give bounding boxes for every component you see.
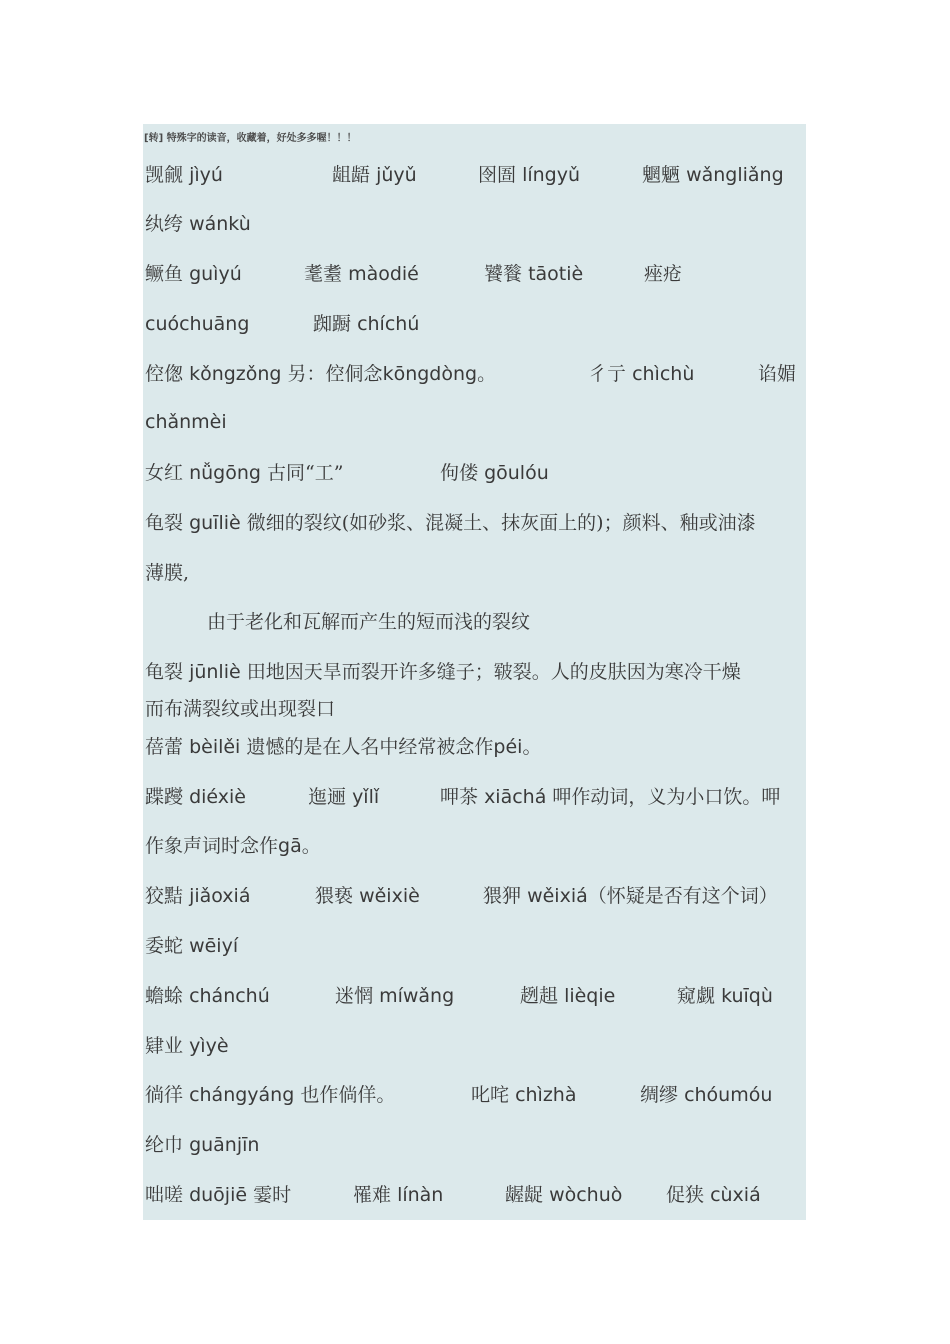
term-word: 龃龉 bbox=[332, 164, 371, 186]
term bbox=[145, 212, 251, 236]
term bbox=[145, 511, 756, 535]
term-pinyin: chánchú bbox=[189, 985, 270, 1007]
term-word: 促狭 bbox=[666, 1184, 705, 1206]
term-pinyin: jǔyǔ bbox=[376, 164, 417, 186]
term-word: 彳亍 bbox=[588, 363, 627, 385]
term-pinyin: míwǎng bbox=[379, 985, 455, 1007]
term bbox=[332, 163, 417, 187]
term-word: 叱咤 bbox=[471, 1084, 510, 1106]
term-pinyin: jìyú bbox=[189, 164, 223, 186]
term bbox=[145, 1183, 291, 1207]
term-word: 罹难 bbox=[353, 1184, 392, 1206]
term bbox=[145, 1083, 395, 1107]
term-pinyin: chǎnmèi bbox=[145, 411, 227, 433]
term bbox=[353, 1183, 443, 1207]
term-pinyin: yǐlǐ bbox=[352, 786, 380, 808]
term bbox=[520, 984, 615, 1008]
term-pinyin: kuīqù bbox=[721, 985, 773, 1007]
term bbox=[145, 1133, 259, 1157]
term bbox=[666, 1183, 761, 1207]
term-word: 蹀躞 bbox=[145, 786, 184, 808]
term-pinyin: guīliè bbox=[189, 512, 241, 534]
term-word: 谄媚 bbox=[758, 363, 797, 385]
term-pinyin: gōulóu bbox=[484, 462, 549, 484]
term-pinyin: tāotiè bbox=[528, 263, 584, 285]
term bbox=[335, 984, 454, 1008]
term-pinyin: kōngdòng bbox=[382, 363, 478, 385]
term-note: 另：倥侗念 bbox=[287, 363, 383, 385]
term-word: 耄耋 bbox=[304, 263, 343, 285]
term-pinyin: duōjiē bbox=[189, 1184, 248, 1206]
term-note: 也作倘佯。 bbox=[300, 1084, 396, 1106]
term-pinyin: bèilěi bbox=[189, 736, 241, 758]
term-word: 徜徉 bbox=[145, 1084, 184, 1106]
term bbox=[440, 785, 780, 809]
term-pinyin: línàn bbox=[397, 1184, 444, 1206]
term-word: 女红 bbox=[145, 462, 184, 484]
term bbox=[505, 1183, 622, 1207]
term-word: 蟾蜍 bbox=[145, 985, 184, 1007]
term bbox=[145, 163, 223, 187]
term-word: 狡黠 bbox=[145, 885, 184, 907]
term-word: 倥偬 bbox=[145, 363, 184, 385]
term-pinyin: guānjīn bbox=[189, 1134, 260, 1156]
term-note: 薄膜, bbox=[145, 562, 190, 584]
term-word: 龟裂 bbox=[145, 512, 184, 534]
term-pinyin: cuóchuāng bbox=[145, 313, 250, 335]
term-note: 而布满裂纹或出现裂口 bbox=[145, 698, 336, 720]
term-pinyin: péi bbox=[493, 736, 523, 758]
term-pinyin: wěixiè bbox=[359, 885, 420, 907]
term-note: 作象声词时念作gā。 bbox=[145, 835, 321, 857]
term-pinyin: chìzhà bbox=[515, 1084, 577, 1106]
term bbox=[588, 362, 694, 386]
term bbox=[145, 362, 496, 386]
term-word: 龟裂 bbox=[145, 661, 184, 683]
term bbox=[145, 934, 238, 958]
term-word: 佝偻 bbox=[440, 462, 479, 484]
term bbox=[484, 262, 583, 286]
term-note: 呷作动词，义为小口饮。呷 bbox=[552, 786, 781, 808]
term-pinyin: língyǔ bbox=[522, 164, 581, 186]
term-pinyin: wǎngliǎng bbox=[686, 164, 784, 186]
term-pinyin: diéxiè bbox=[189, 786, 246, 808]
term-word: 迷惘 bbox=[335, 985, 374, 1007]
term-pinyin: yìyè bbox=[189, 1035, 229, 1057]
term bbox=[308, 785, 379, 809]
term bbox=[145, 1034, 229, 1058]
term-pinyin: chóumóu bbox=[684, 1084, 773, 1106]
term-pinyin: wěixiá bbox=[527, 885, 588, 907]
term bbox=[145, 884, 250, 908]
term-word: 蓓蕾 bbox=[145, 736, 184, 758]
term bbox=[483, 884, 778, 908]
term-word: 踟蹰 bbox=[313, 313, 352, 335]
term-pinyin: nǚgōng bbox=[189, 462, 261, 484]
term bbox=[315, 884, 420, 908]
term-word: 绸缪 bbox=[640, 1084, 679, 1106]
term-note: 微细的裂纹(如砂浆、混凝土、抹灰面上的)；颜料、釉或油漆 bbox=[246, 512, 756, 534]
term-word: 猥狎 bbox=[483, 885, 522, 907]
term bbox=[640, 1083, 772, 1107]
term-note: 古同“工” bbox=[266, 462, 344, 484]
term-note: 由于老化和瓦解而产生的短而浅的裂纹 bbox=[207, 611, 531, 633]
term-word: 纶巾 bbox=[145, 1134, 184, 1156]
term-pinyin: gā bbox=[278, 835, 302, 857]
term-word: 魍魉 bbox=[642, 164, 681, 186]
term-note: 。 bbox=[477, 363, 497, 385]
term-note: （怀疑是否有这个词） bbox=[587, 885, 778, 907]
term-word: 窥觑 bbox=[677, 985, 716, 1007]
term-word: 痤疮 bbox=[644, 263, 683, 285]
term bbox=[440, 461, 549, 485]
term-note: 遗憾的是在人名中经常被念作 bbox=[246, 736, 494, 758]
term bbox=[471, 1083, 577, 1107]
term bbox=[677, 984, 773, 1008]
term-word: 咄嗟 bbox=[145, 1184, 184, 1206]
term bbox=[145, 660, 741, 684]
term-note: 。 bbox=[522, 736, 542, 758]
term bbox=[145, 262, 242, 286]
term-word: 饕餮 bbox=[484, 263, 523, 285]
term bbox=[145, 735, 541, 759]
term-pinyin: guìyú bbox=[189, 263, 242, 285]
term-pinyin: chìchù bbox=[632, 363, 695, 385]
term-word: 觊觎 bbox=[145, 164, 184, 186]
term-word: 趔趄 bbox=[520, 985, 559, 1007]
term-word: 纨绔 bbox=[145, 213, 184, 235]
term-word: 鳜鱼 bbox=[145, 263, 184, 285]
term-pinyin: wēiyí bbox=[189, 935, 239, 957]
term-word: 囹圄 bbox=[478, 164, 517, 186]
term-note: 霎时 bbox=[253, 1184, 292, 1206]
page-title: [转] 特殊字的读音，收藏着，好处多多喔！！！ bbox=[144, 133, 357, 144]
term-pinyin: cùxiá bbox=[710, 1184, 761, 1206]
term-pinyin: kǒngzǒng bbox=[189, 363, 282, 385]
term-pinyin: jiǎoxiá bbox=[189, 885, 251, 907]
term-word: 呷茶 bbox=[440, 786, 479, 808]
term-word: 委蛇 bbox=[145, 935, 184, 957]
term-word: 猥亵 bbox=[315, 885, 354, 907]
term-pinyin: chíchú bbox=[357, 313, 420, 335]
term bbox=[642, 163, 784, 187]
term-pinyin: xiāchá bbox=[484, 786, 547, 808]
term-word: 肄业 bbox=[145, 1035, 184, 1057]
term bbox=[478, 163, 580, 187]
term-word: 迤逦 bbox=[308, 786, 347, 808]
term-note: 田地因天旱而裂开许多缝子；皲裂。人的皮肤因为寒冷干燥 bbox=[246, 661, 741, 683]
term bbox=[145, 984, 270, 1008]
term-pinyin: lièqie bbox=[564, 985, 616, 1007]
term bbox=[145, 785, 246, 809]
term-pinyin: jūnliè bbox=[189, 661, 241, 683]
term-pinyin: wòchuò bbox=[549, 1184, 623, 1206]
term-pinyin: màodié bbox=[348, 263, 419, 285]
term-word: 龌龊 bbox=[505, 1184, 544, 1206]
term bbox=[313, 312, 419, 336]
term bbox=[145, 461, 343, 485]
term-pinyin: chángyáng bbox=[189, 1084, 295, 1106]
term-pinyin: wánkù bbox=[189, 213, 251, 235]
term bbox=[304, 262, 419, 286]
